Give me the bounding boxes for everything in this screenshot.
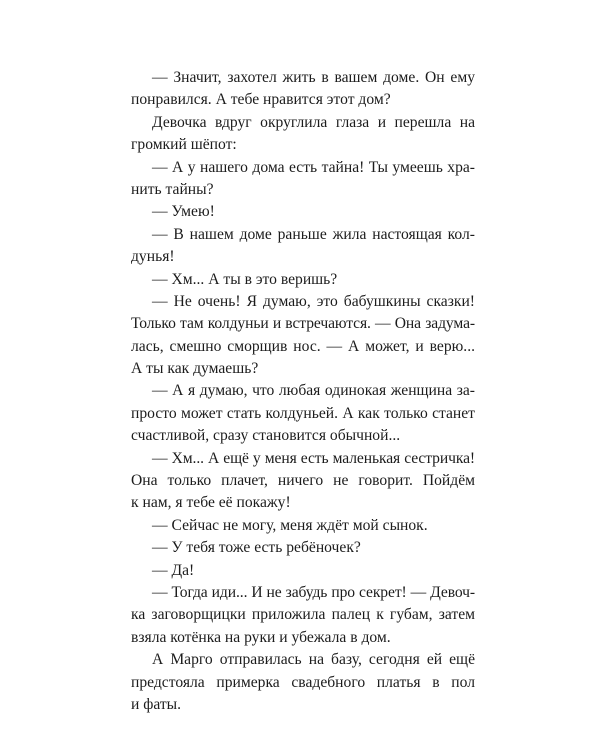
- text-line: дунья!: [131, 248, 175, 266]
- text-line: Девочка вдруг округлила глаза и перешла на: [152, 113, 475, 131]
- text-line: — А я думаю, что любая одинокая женщина за-: [152, 382, 475, 400]
- text-line: нить тайны?: [131, 180, 214, 198]
- text-line: предстояла примерка свадебного платья в пол: [131, 673, 475, 691]
- text-line: — Да!: [152, 561, 195, 579]
- text-line: — Хм... А ещё у меня есть маленькая сестричка!: [152, 449, 475, 467]
- text-line: — Тогда иди... И не забудь про секрет! — Девоч-: [152, 583, 475, 601]
- text-line: Только там колдуньи и встречаются. — Она задума-: [131, 315, 475, 333]
- text-line: А ты как думаешь?: [131, 360, 259, 378]
- text-line: — Хм... А ты в это веришь?: [152, 270, 338, 288]
- text-line: и фаты.: [131, 695, 182, 713]
- text-line: — Не очень! Я думаю, это бабушкины сказки!: [152, 292, 475, 310]
- text-line: ка заговорщицки приложила палец к губам, затем: [131, 606, 475, 624]
- text-line: к нам, я тебе её покажу!: [131, 494, 291, 512]
- text-line: — Значит, захотел жить в вашем доме. Он ему: [152, 69, 475, 86]
- text-line: — У тебя тоже есть ребёночек?: [152, 539, 361, 557]
- page-text-block: [131, 67, 475, 716]
- text-line: — В нашем доме раньше жила настоящая кол-: [152, 225, 475, 243]
- text-line: громкий шёпот:: [131, 136, 237, 154]
- text-line: понравился. А тебе нравится этот дом?: [131, 91, 391, 109]
- text-line: Она только плачет, ничего не говорит. Пойдём: [131, 472, 475, 490]
- text-line: счастливой, сразу становится обычной...: [131, 427, 401, 445]
- text-line: лась, смешно сморщив нос. — А может, и верю...: [131, 337, 475, 355]
- text-line: взяла котёнка на руки и убежала в дом.: [131, 628, 391, 646]
- text-line: А Марго отправилась на базу, сегодня ей ещё: [152, 651, 475, 669]
- text-line: — Умею!: [152, 203, 215, 221]
- text-line: просто может стать колдуньей. А как только станет: [131, 404, 475, 422]
- text-line: — Сейчас не могу, меня ждёт мой сынок.: [152, 516, 428, 534]
- text-line: — А у нашего дома есть тайна! Ты умеешь хра-: [152, 158, 475, 176]
